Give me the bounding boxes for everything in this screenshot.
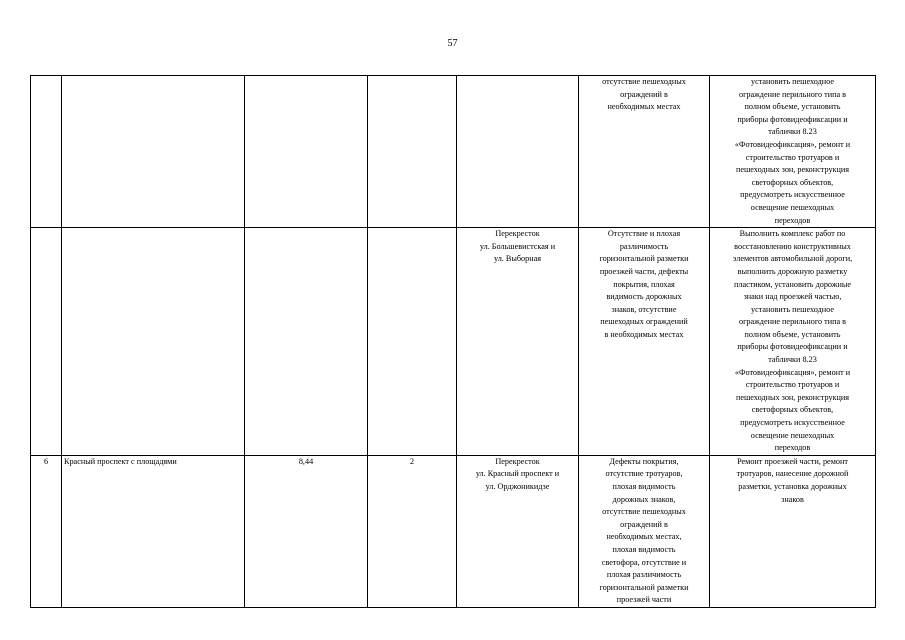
table-row — [31, 228, 876, 456]
defects-cell-line: Дефекты покрытия, — [609, 456, 679, 466]
measures-cell-line: переходов — [774, 443, 811, 453]
measures-cell-line: установить пешеходное — [751, 77, 834, 86]
count-cell — [368, 228, 457, 456]
measures-cell — [710, 76, 876, 228]
defects-cell-line: Отсутствие и плохая — [607, 229, 681, 239]
defects-cell-line: видимость дорожных — [606, 292, 682, 302]
measures-cell-line: полном объеме, установить — [744, 329, 841, 339]
defects-cell-line: плохая различимость — [606, 570, 682, 580]
measures-cell-line: тротуаров, нанесение дорожной — [736, 469, 849, 479]
measures-cell-line: таблички 8.23 — [768, 127, 817, 137]
table-row — [31, 76, 876, 228]
defects-cell-line: отсутствие пешеходных — [602, 77, 686, 86]
roads-table — [30, 75, 876, 608]
location-cell — [457, 228, 579, 456]
measures-cell-line: пешеходных зон, реконструкция — [735, 392, 850, 402]
defects-cell-line: горизонтальной разметки — [599, 254, 689, 264]
defects-cell-line: светофора, отсутствие и — [601, 557, 687, 567]
length-cell — [245, 228, 368, 456]
defects-cell-line: отсутствие тротуаров, — [605, 469, 683, 479]
defects-cell-line: плохая видимость — [612, 482, 676, 491]
measures-cell-line: строительство тротуаров и — [745, 380, 840, 390]
measures-cell-line: разметки, установка дорожных — [738, 482, 847, 491]
measures-cell — [710, 455, 876, 607]
defects-cell-line: знаков, отсутствие — [611, 304, 677, 314]
location-cell-line: Перекресток — [495, 229, 540, 239]
measures-cell-line: приборы фотовидеофиксации и — [737, 114, 848, 124]
location-cell-line: ул. Красный проспект и — [475, 469, 560, 479]
defects-cell-line: в необходимых местах — [604, 329, 684, 339]
defects-cell-line: горизонтальной разметки — [599, 582, 689, 592]
count-cell — [368, 76, 457, 228]
defects-cell-line: необходимых местах, — [606, 532, 682, 542]
location-cell-line: ул. Орджоникидзе — [485, 482, 550, 491]
table-row — [31, 455, 876, 607]
measures-cell-line: предусмотреть искусственное — [740, 418, 845, 428]
measures-cell-line: выполнить дорожную разметку — [737, 266, 848, 276]
location-cell — [457, 455, 579, 607]
measures-cell-line: переходов — [774, 215, 811, 225]
defects-cell-line: различимость — [619, 241, 669, 251]
measures-cell-line: элементов автомобильной дороги, — [732, 254, 853, 264]
measures-cell-line: «Фотовидеофиксация», ремонт и — [734, 367, 851, 377]
measures-cell-line: ограждение перильного типа в — [738, 317, 847, 327]
location-cell-line: ул. Большевистская и — [479, 241, 556, 251]
measures-cell-line: таблички 8.23 — [768, 355, 817, 365]
measures-cell — [710, 228, 876, 456]
measures-cell-line: знаки над проезжей частью, — [743, 292, 842, 302]
defects-cell-line: проезжей части — [616, 595, 672, 605]
location-cell-line: ул. Выборная — [493, 254, 541, 264]
measures-cell-line: Ремонт проезжей части, ремонт — [737, 456, 848, 466]
measures-cell-line: предусмотреть искусственное — [740, 190, 845, 200]
defects-cell-line: отсутствие пешеходных — [602, 507, 686, 517]
defects-cell-line: проезжей части, дефекты — [599, 266, 689, 276]
measures-cell-line: ограждение перильного типа в — [738, 89, 847, 99]
defects-cell-line: ограждений в — [620, 89, 668, 99]
street-name-cell — [62, 228, 245, 456]
row-number-cell — [31, 76, 62, 228]
street-name-cell: Красный проспект с площадями — [62, 455, 245, 607]
page-number: 57 — [447, 38, 458, 49]
length-cell: 8,44 — [245, 455, 368, 607]
defects-cell-line: покрытия, плохая — [613, 279, 675, 289]
measures-cell-line: «Фотовидеофиксация», ремонт и — [734, 139, 851, 149]
measures-cell-line: строительство тротуаров и — [745, 152, 840, 162]
measures-cell-line: светофорных объектов, — [751, 177, 834, 187]
measures-cell-line: установить пешеходное — [751, 304, 834, 314]
measures-cell-line: восстановлению конструктивных — [734, 241, 851, 251]
measures-cell-line: знаков — [781, 494, 804, 504]
measures-cell-line: светофорных объектов, — [751, 405, 834, 415]
defects-cell-line: ограждений в — [620, 519, 668, 529]
location-cell — [457, 76, 579, 228]
measures-cell-line: пешеходных зон, реконструкция — [735, 165, 850, 175]
measures-cell-line: освещение пешеходных — [750, 430, 835, 440]
measures-cell-line: освещение пешеходных — [750, 202, 835, 212]
defects-cell — [579, 76, 710, 228]
row-number-cell — [31, 228, 62, 456]
measures-cell-line: полном объеме, установить — [744, 102, 841, 112]
location-cell-line: Перекресток — [495, 456, 540, 466]
row-number-cell: 6 — [31, 455, 62, 607]
defects-cell-line: дорожных знаков, — [612, 494, 676, 504]
measures-cell-line: приборы фотовидеофиксации и — [737, 342, 848, 352]
table-body — [31, 76, 876, 608]
measures-cell-line: Выполнить комплекс работ по — [739, 229, 846, 239]
length-cell — [245, 76, 368, 228]
count-cell: 2 — [368, 455, 457, 607]
measures-cell-line: пластиком, установить дорожные — [733, 279, 851, 289]
defects-cell-line: пешеходных ограждений — [600, 317, 688, 327]
defects-cell-line: необходимых местах — [607, 102, 681, 112]
street-name-cell — [62, 76, 245, 228]
defects-cell — [579, 455, 710, 607]
defects-cell-line: плохая видимость — [612, 544, 676, 554]
defects-cell — [579, 228, 710, 456]
